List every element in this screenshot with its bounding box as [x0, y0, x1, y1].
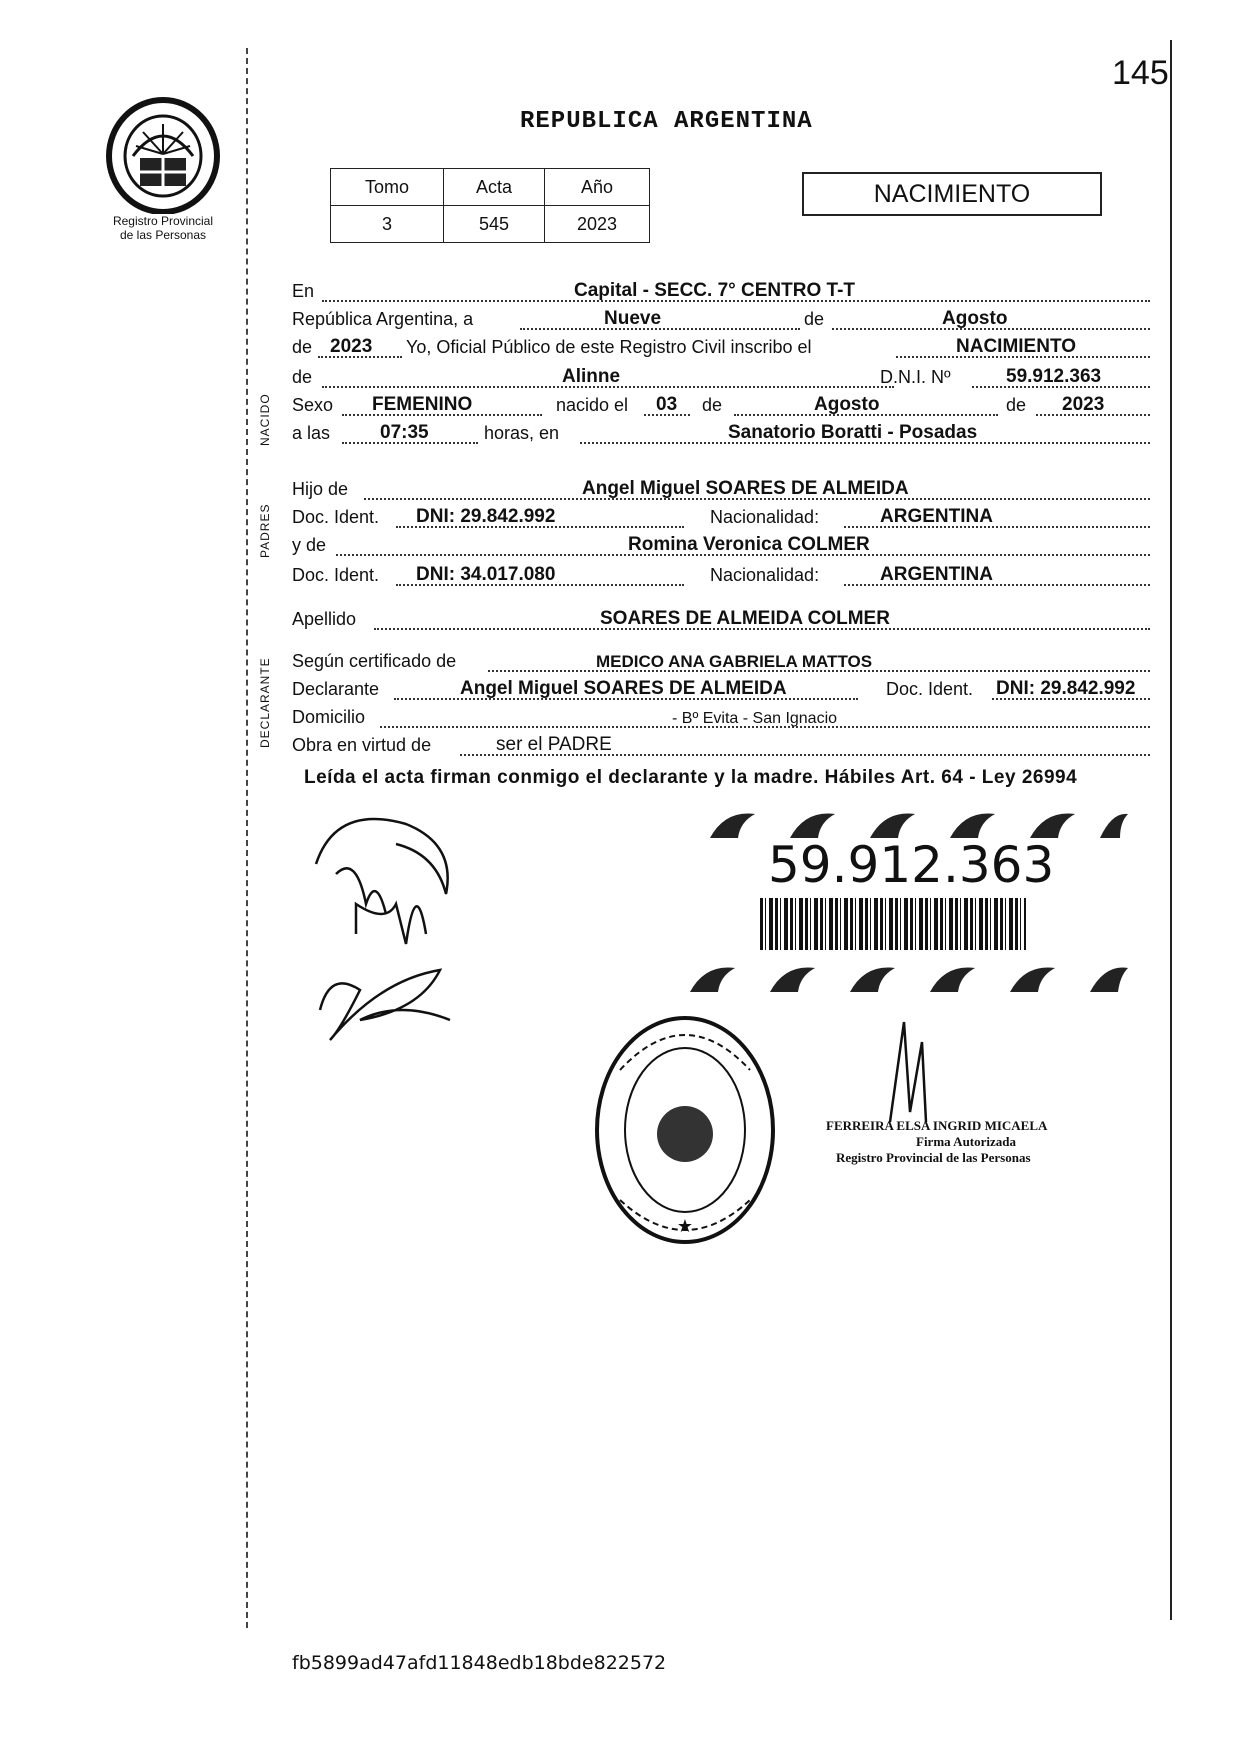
- domicilio-label: Domicilio: [292, 707, 366, 727]
- row-padre: [292, 474, 1150, 502]
- nacido-el-label: nacido el: [556, 395, 629, 415]
- apellido-value: SOARES DE ALMEIDA COLMER: [600, 608, 890, 629]
- registry-header-tomo: Tomo: [331, 169, 444, 206]
- coat-of-arms-icon: [98, 96, 228, 214]
- row-hora: [292, 418, 1150, 446]
- row-en: [292, 276, 1150, 304]
- de-label: de: [1006, 395, 1027, 415]
- right-margin-line: [1170, 40, 1172, 1620]
- nac-dia-value: 03: [656, 394, 678, 415]
- madre-value: Romina Veronica COLMER: [628, 534, 870, 555]
- barcode-icon: [760, 898, 1026, 950]
- document-hash: fb5899ad47afd11848edb18bde822572: [292, 1652, 667, 1674]
- en-value: Capital - SECC. 7° CENTRO T-T: [574, 280, 856, 301]
- hijo-de-label: Hijo de: [292, 479, 349, 499]
- madre-doc-value: DNI: 34.017.080: [416, 564, 556, 585]
- horas-en-label: horas, en: [484, 423, 560, 443]
- registry-table: [330, 168, 650, 243]
- logo-caption: [88, 214, 238, 242]
- madre-nac-value: ARGENTINA: [880, 564, 993, 585]
- certificado-label: Según certificado de: [292, 651, 457, 671]
- declarant-signature: [296, 814, 496, 964]
- apellido-label: Apellido: [292, 609, 357, 629]
- row-sexo: [292, 390, 1150, 418]
- row-domicilio: [292, 702, 1150, 730]
- republica-label: República Argentina, a: [292, 309, 474, 329]
- row-nombre: [292, 362, 1150, 390]
- sexo-label: Sexo: [292, 395, 334, 415]
- certificado-value: MEDICO ANA GABRIELA MATTOS: [596, 652, 873, 671]
- nac-mes-value: Agosto: [814, 394, 880, 415]
- official-signature: [870, 1012, 950, 1132]
- row-madre-doc: [292, 560, 1150, 588]
- padre-nac-value: ARGENTINA: [880, 506, 993, 527]
- a-las-label: a las: [292, 423, 331, 443]
- page-number: 145: [1112, 54, 1169, 92]
- nacionalidad-label: Nacionalidad:: [710, 565, 820, 585]
- sexo-value: FEMENINO: [372, 394, 473, 415]
- declarante-doc-value: DNI: 29.842.992: [996, 678, 1136, 699]
- row-obra: [292, 730, 1150, 758]
- registry-value-tomo: 3: [331, 206, 444, 243]
- registry-header-acta: Acta: [444, 169, 545, 206]
- registry-value-anio: 2023: [545, 206, 650, 243]
- country-heading: REPUBLICA ARGENTINA: [520, 108, 813, 135]
- security-band-bottom: [680, 958, 1130, 996]
- logo-caption-line2: de las Personas: [119, 228, 207, 242]
- dni-label: D.N.I. Nº: [880, 367, 951, 387]
- official-title: Firma Autorizada: [916, 1134, 1017, 1149]
- doc-ident-label: Doc. Ident.: [886, 679, 974, 699]
- declarante-label: Declarante: [292, 679, 380, 699]
- oficial-text: Yo, Oficial Público de este Registro Civil inscribo el: [406, 337, 812, 357]
- svg-text:★: ★: [676, 1216, 694, 1236]
- province-seal-logo: [98, 96, 228, 214]
- row-oficial: [292, 332, 1150, 360]
- mes-value: Agosto: [942, 308, 1008, 329]
- dia-value: Nueve: [604, 308, 662, 329]
- hora-value: 07:35: [380, 422, 429, 443]
- row-republica: [292, 304, 1150, 332]
- registry-seal: [590, 1010, 780, 1250]
- section-label-nacido: NACIDO: [258, 393, 272, 446]
- registry-value-acta: 545: [444, 206, 545, 243]
- padre-value: Angel Miguel SOARES DE ALMEIDA: [582, 478, 909, 499]
- de-label: de: [292, 337, 313, 357]
- mother-signature: [300, 950, 470, 1060]
- obra-value: ser el PADRE: [496, 734, 612, 755]
- section-label-padres: PADRES: [258, 503, 272, 558]
- record-type-box: NACIMIENTO: [802, 172, 1102, 216]
- acto-value: NACIMIENTO: [956, 336, 1076, 357]
- row-certificado: [292, 646, 1150, 674]
- row-apellido: [292, 604, 1150, 632]
- closing-note: Leída el acta firman conmigo el declarante y la madre. Hábiles Art. 64 - Ley 26994: [304, 767, 1078, 788]
- section-label-declarante: DECLARANTE: [258, 657, 272, 748]
- dni-value: 59.912.363: [1006, 366, 1102, 387]
- stamp-dni-number: 59.912.363: [768, 836, 1055, 894]
- left-margin-line: [246, 48, 248, 1628]
- anio-value: 2023: [330, 336, 373, 357]
- domicilio-value: - Bº Evita - San Ignacio: [672, 710, 838, 727]
- lugar-value: Sanatorio Boratti - Posadas: [728, 422, 978, 443]
- de-label: de: [702, 395, 723, 415]
- de-label: de: [804, 309, 825, 329]
- de-label: de: [292, 367, 313, 387]
- registry-header-anio: Año: [545, 169, 650, 206]
- obra-label: Obra en virtud de: [292, 735, 432, 755]
- doc-ident-label: Doc. Ident.: [292, 507, 380, 527]
- logo-caption-line1: Registro Provincial: [112, 214, 214, 228]
- official-signature-block: [826, 1118, 1047, 1166]
- row-madre: [292, 530, 1150, 558]
- official-office: Registro Provincial de las Personas: [836, 1150, 1031, 1165]
- official-name: FERREIRA ELSA INGRID MICAELA: [826, 1118, 1048, 1133]
- padre-doc-value: DNI: 29.842.992: [416, 506, 556, 527]
- doc-ident-label: Doc. Ident.: [292, 565, 380, 585]
- nombre-value: Alinne: [562, 366, 621, 387]
- nac-anio-value: 2023: [1062, 394, 1105, 415]
- nacionalidad-label: Nacionalidad:: [710, 507, 820, 527]
- row-padre-doc: [292, 502, 1150, 530]
- en-label: En: [292, 281, 315, 301]
- y-de-label: y de: [292, 535, 327, 555]
- declarante-value: Angel Miguel SOARES DE ALMEIDA: [460, 678, 787, 699]
- row-declarante: [292, 674, 1150, 702]
